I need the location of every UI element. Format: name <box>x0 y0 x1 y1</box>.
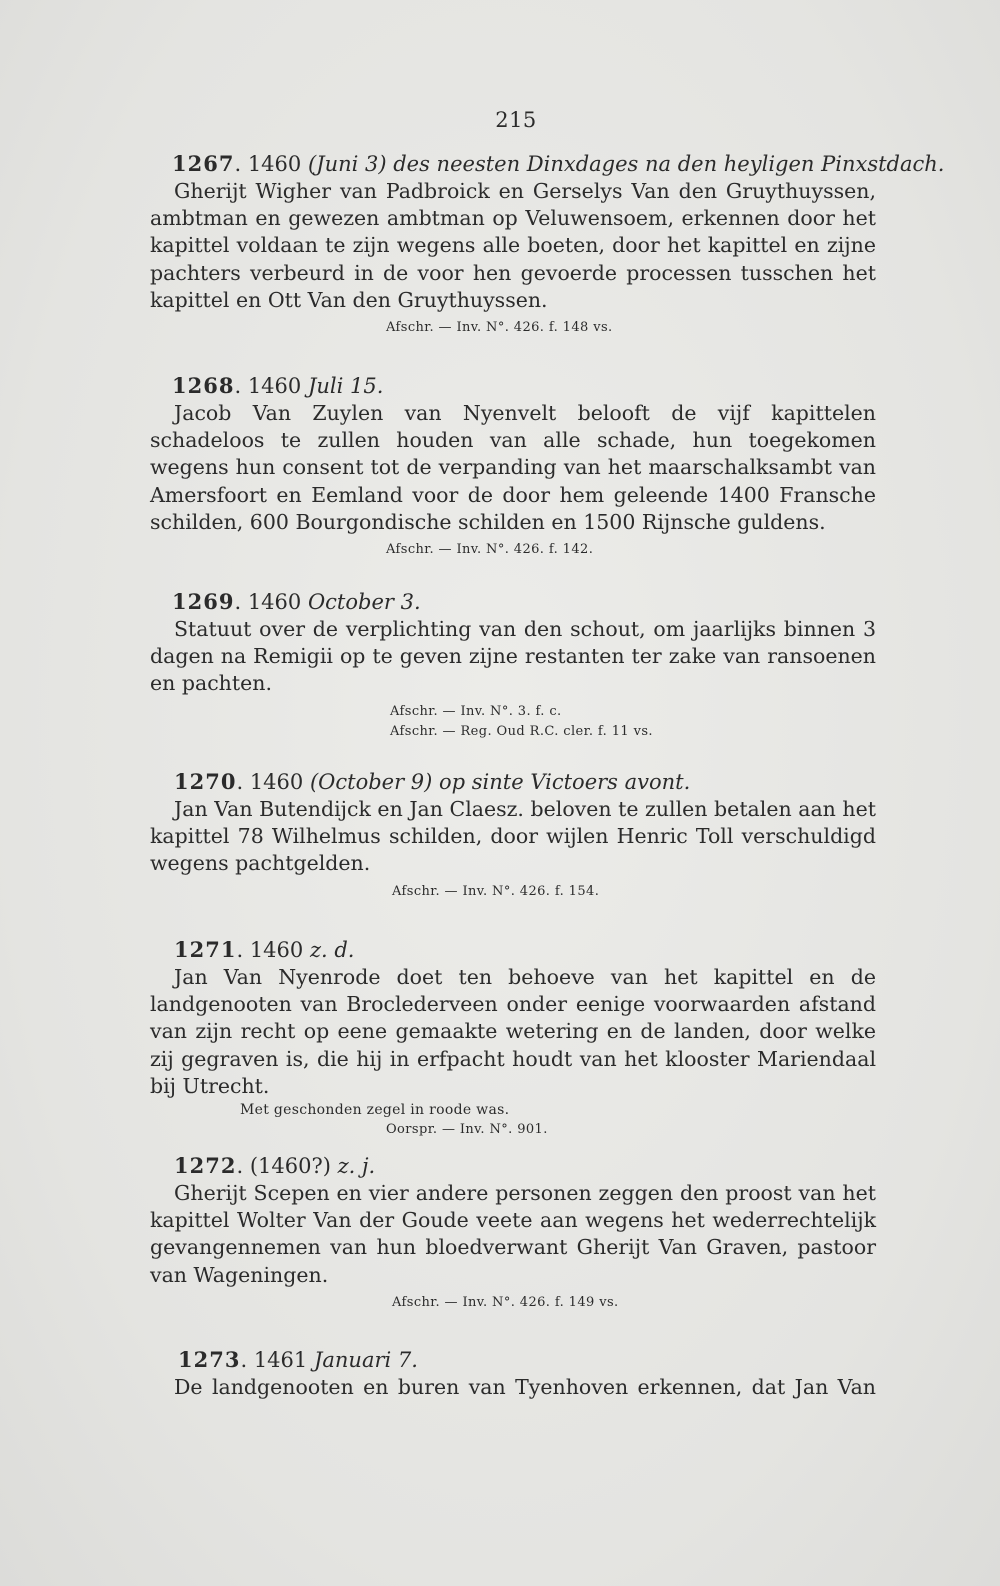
entry-year: 1461 <box>253 1348 308 1372</box>
entry-number: 1269 <box>172 589 235 614</box>
entry-body: Statuut over de verplichting van den schout, om jaarlijks binnen 3 dagen na Remigii op te geven zijne restanten ter zake van ransoenen en pachten. <box>150 617 876 696</box>
page-number: 215 <box>495 108 537 132</box>
entry-date: z. j. <box>337 1154 376 1178</box>
entry-body: Gherijt Scepen en vier andere personen zeggen den proost van het kapittel Wolter Van der Goude veete aan wegens het wederrechtelijk gevangennemen van hun bloedverwant Gherijt Van Graven, pastoor van Wageningen. <box>150 1181 876 1287</box>
entry-date: October 3. <box>307 590 421 614</box>
source-reference: Oorspr. — Inv. N°. 901. <box>386 1122 548 1138</box>
source-reference: Afschr. — Inv. N°. 426. f. 154. <box>392 883 600 899</box>
entry-date: Juli 15. <box>307 374 384 398</box>
entry-date: (October 9) op sinte Victoers avont. <box>309 770 691 794</box>
entry-number: 1273 <box>178 1347 241 1372</box>
entry-heading: 1268. 1460 Juli 15. <box>172 373 384 398</box>
source-reference: Afschr. — Inv. N°. 3. f. c. <box>390 703 562 719</box>
entry-heading: 1271. 1460 z. d. <box>174 937 355 962</box>
entry-heading: 1272. (1460?) z. j. <box>174 1153 376 1178</box>
entry-year: (1460?) <box>249 1154 331 1178</box>
entry-body: Jan Van Nyenrode doet ten behoeve van het kapittel en de landgenooten van Broclederveen onder eenige voorwaarden afstand van zijn recht op eene gemaakte wetering en de landen, door welke zij gegraven is, die hij in erfpacht houdt van het klooster Mariendaal bij Utrecht. <box>150 965 876 1098</box>
entry-1273 <box>150 1346 876 1401</box>
entry-number: 1270 <box>174 769 237 794</box>
entry-heading: 1269. 1460 October 3. <box>172 589 421 614</box>
entry-number: 1268 <box>172 373 235 398</box>
entry-date: Januari 7. <box>313 1348 418 1372</box>
entry-year: 1460 <box>249 938 304 962</box>
entry-body: Jan Van Butendijck en Jan Claesz. beloven te zullen betalen aan het kapittel 78 Wilhelmus schilden, door wijlen Henric Toll verschuldigd wegens pachtgelden. <box>150 797 876 876</box>
source-reference: Afschr. — Inv. N°. 426. f. 142. <box>386 542 594 558</box>
entry-year: 1460 <box>247 590 302 614</box>
entry-body: Jacob Van Zuylen van Nyenvelt belooft de vijf kapittelen schadeloos te zullen houden van alle schade, hun toegekomen wegens hun consent tot de verpanding van het maarschalksambt van Amersfoort en Eemland voor de door hem geleende 1400 Fransche schilden, 600 Bourgondische schilden en 1500 Rijnsche guldens. <box>150 401 876 534</box>
entry-year: 1460 <box>247 152 302 176</box>
entry-1269 <box>150 588 876 742</box>
entry-year: 1460 <box>249 770 304 794</box>
entry-1272 <box>150 1152 876 1313</box>
source-reference: Afschr. — Inv. N°. 426. f. 148 vs. <box>386 320 613 336</box>
entry-date: (Juni 3) des neesten Dinxdages na den heyligen Pinxstdach. <box>307 152 945 176</box>
entry-1271 <box>150 936 876 1140</box>
entry-1267 <box>150 150 945 338</box>
entry-1270 <box>150 768 876 902</box>
entry-body: De landgenooten en buren van Tyenhoven erkennen, dat Jan Van <box>174 1375 876 1399</box>
seal-note: Met geschonden zegel in roode was. <box>240 1102 510 1119</box>
entry-number: 1267 <box>172 151 235 176</box>
source-reference: Afschr. — Reg. Oud R.C. cler. f. 11 vs. <box>390 723 653 739</box>
entry-1268 <box>150 372 876 560</box>
entry-number: 1271 <box>174 937 237 962</box>
entry-heading: 1273. 1461 Januari 7. <box>178 1347 418 1372</box>
entry-number: 1272 <box>174 1153 237 1178</box>
entry-date: z. d. <box>309 938 355 962</box>
entry-heading: 1270. 1460 (October 9) op sinte Victoers avont. <box>174 769 691 794</box>
source-reference: Afschr. — Inv. N°. 426. f. 149 vs. <box>392 1294 619 1310</box>
entry-heading: 1267. 1460 (Juni 3) des neesten Dinxdages na den heyligen Pinxstdach. <box>172 151 945 176</box>
entry-year: 1460 <box>247 374 302 398</box>
entry-body: Gherijt Wigher van Padbroick en Gerselys Van den Gruythuyssen, ambtman en gewezen ambtman op Veluwensoem, erkennen door het kapittel voldaan te zijn wegens alle boeten, door het kapittel en zijne pachters verbeurd in de voor hen gevoerde processen tusschen het kapittel en Ott Van den Gruythuyssen. <box>150 179 876 312</box>
